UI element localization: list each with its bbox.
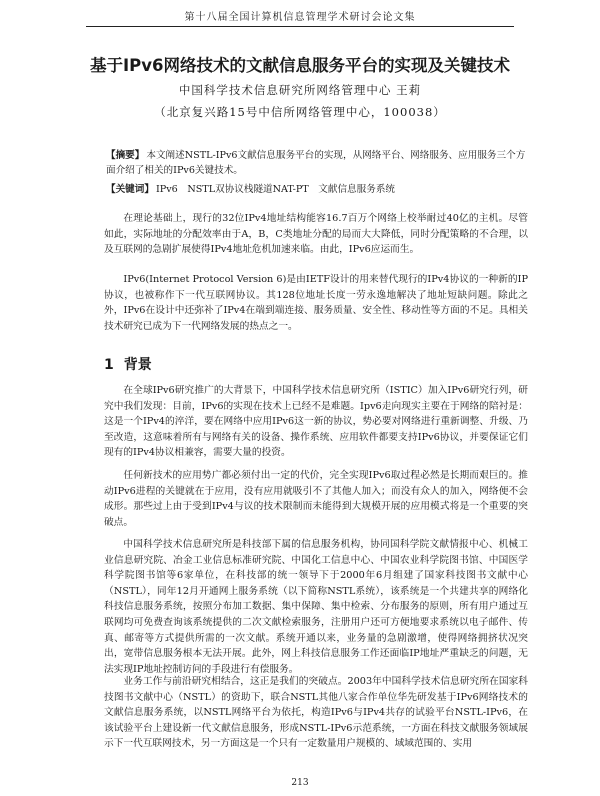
abstract-text: 本文阐述NSTL-IPv6文献信息服务平台的实现，从网络平台、网络服务、应用服务三个方面介绍了相关的IPv6关键技术。: [106, 150, 526, 176]
section-title: 背景: [123, 357, 152, 373]
keywords-label: 【关键词】: [106, 184, 154, 195]
intro-paragraph: 在理论基础上，现行的32位IPv4地址结构能容16.7百万个网络上校举耐过40亿的主机。尽管如此，实际地址的分配效率由于A，B，C类地址分配的局而大大降低，同时分配策略的不合理，以及互联网的急剧扩展使得IPv4地址危机加速来临。由此，IPv6应运而生。: [104, 213, 528, 256]
page-number: 213: [291, 778, 309, 788]
keywords-text: IPv6 NSTL双协议栈隧道NAT-PT 文献信息服务系统: [155, 184, 396, 195]
body-paragraph: 业务工作与前沿研究相结合，这正是我们的突破点。2003年中国科学技术信息研究所在国家科技图书文献中心（NSTL）的资助下，联合NSTL其他八家合作单位华先研发基于IPv6网络技术的文献信息服务系统，以NSTL网络平台为依托，构造IPv6与IPv4共存的试验平台NSTL-IPv6，在该试验平台上建设新一代文献信息服务，形成NSTL-IPv6示范系统，一方面在科技文献服务领域展示下一代互联网技术，另一方面这是一个只有一定数量用户规模的、域域范围的、实用: [104, 676, 528, 750]
abstract: [106, 148, 528, 178]
section-heading: [104, 354, 152, 374]
running-head: 第十八届全国计算机信息管理学术研讨会论文集: [86, 8, 514, 27]
body-paragraph: 在全球IPv6研究推广的大背景下，中国科学技术信息研究所（ISTIC）加入IPv6研究行列，研究中我们发现：目前，IPv6的实现在技术上已经不是难题。Ipv6走向现实主要在于网络的陪衬是：这是一个IPv4的淬洋，要在网络中应用IPv6这一新的协议，势必要对网络进行重新调整、升级、乃至改造，这意味着所有与网络有关的设备、操作系统、应用软件都要支持IPv6协议，并要保证它们现有的IPv4协议相兼容，需要大量的投资。: [104, 385, 528, 459]
body-paragraph: 中国科学技术信息研究所是科技部下属的信息服务机构，协同国科学院文献情报中心、机械工业信息研究院、冶金工业信息标准研究院、中国化工信息中心、中国农业科学院图书馆、中国医学科学院图书馆等6家单位，在科技部的统一领导下于2000年6月组建了国家科技图书文献中心（NSTL），同年12月开通网上服务系统（以下简称NSTL系统），该系统是一个共建共享的网络化科技信息服务系统，按照分布加工数据、集中保障、集中检索、分布服务的原则，所有用户通过互联网均可免费查询该系统提供的二次文献检索服务，注册用户还可方便地要求系统以电子邮件、传真、邮寄等方式提供所需的一次文献。系统开通以来，业务量的急剧激增，使得网络拥挤状况突出，宽带信息服务根本无法开展。此外，网上科技信息服务工作还面临IP地址严重缺乏的问题，无法实现IP地址控制访问的手段进行有偿服务。: [104, 539, 528, 675]
affiliation-line: （北京复兴路15号中信所网络管理中心，100038）: [154, 105, 446, 119]
paper-title: 基于IPv6网络技术的文献信息服务平台的实现及关键技术: [90, 56, 510, 75]
intro-paragraph: IPv6(Internet Protocol Version 6)是由IETF设计的用来替代现行的IPv4协议的一种新的IP协议，也被称作下一代互联网协议。其128位地址长度一劳永逸地解决了地址短缺问题。除此之外，IPv6在设计中还弥补了IPv4在端到端连接、服务质量、安全性、移动性等方面的不足。具相关技术研究已成为下一代网络发展的热点之一。: [104, 274, 528, 332]
keywords: [106, 182, 528, 197]
body-paragraph: 任何新技术的应用势广都必须付出一定的代价，完全实现IPv6取过程必然是长期而艰巨的。推动IPv6进程的关键就在于应用，没有应用就吸引不了其他人加入；而没有众人的加入，网络便不会成形。那些过上由于受到IPv4与议的技术限制而未能得到大规模开展的应用模式将是一个重要的突破点。: [104, 470, 528, 528]
section-number: 1: [104, 357, 114, 373]
abstract-label: 【摘要】: [106, 150, 145, 161]
author-line: 中国科学技术信息研究所网络管理中心 王莉: [178, 83, 422, 97]
